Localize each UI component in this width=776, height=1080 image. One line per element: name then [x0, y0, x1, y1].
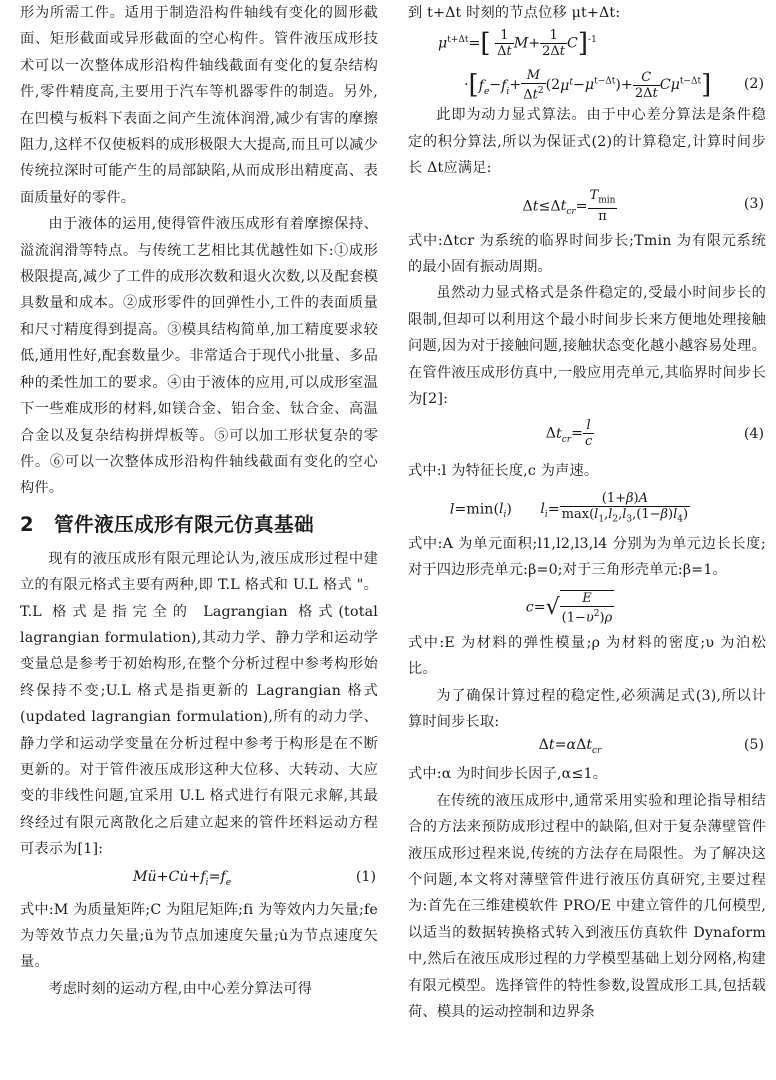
left-column — [20, 0, 378, 1002]
equation-4-body: $\Delta t_{cr}=$ $\frac{l}{c}$ — [545, 418, 593, 450]
equation-2-line2: $\cdot[f_e-f_i+$ $\frac{M}{\Delta t^2}$ $(2\mu^t-\mu^{t-\Delta t})+$ $\frac{C}{2\Delta t}$ $C\mu^{t-\Delta t}$] — [464, 68, 712, 103]
equation-number: (3) — [743, 195, 764, 212]
paragraph: 形为所需工件。适用于制造沿构件轴线有变化的圆形截面、矩形截面或异形截面的空心构件。管件液压成形技术可以一次整体成形沿构件轴线截面有变化的复杂结构件,零件精度高,主要用于汽车等机器零件的制造。另外,在凹模与板料下表面之间产生流体润滑,减少有害的摩擦阻力,这样不仅使板料的成形极限大大提高,而且可以减少传统拉深时可能产生的局部缺陷,从而成形出精度高、表面质量好的零件。 — [20, 5, 378, 206]
equation-3 — [408, 182, 766, 228]
equation-2 — [408, 26, 766, 102]
equation-sound-speed-body: c=√ $\frac{E}{(1-\upsilon^2)\rho}$ — [525, 590, 613, 626]
equation-sound-speed — [408, 584, 766, 630]
paragraph: 式中:E 为材料的弹性模量;ρ 为材料的密度;υ 为泊松比。 — [408, 634, 766, 678]
paragraph: 在传统的液压成形中,通常采用实验和理论指导相结合的方法来预防成形过程中的缺陷,但对于复杂薄壁管件液压成形过程来说,传统的方法存在局限性。为了解决这个问题,本文将对薄壁管件进行液压仿真研究,主要过程为:首先在三维建模软件 PRO/E 中建立管件的几何模型,以适当的数据转换格式转入到液压仿真软件 Dynaform 中,然后在液压成形过程的力学模型基础上划分网格,构建有限元模型。选择管件的特性参数,设置成形工具,包括载荷、模具的运动控制和边界条 — [408, 792, 766, 1020]
equation-2-line1: $\mu^{t+\Delta t}=$[ $\frac{1}{\Delta t}$ M+ $\frac{1}{2\Delta t}$ C]$^{-1}$ — [438, 28, 597, 60]
paragraph: 由于液体的运用,使得管件液压成形有着摩擦保持、溢流润滑等特点。与传统工艺相比其优越性如下:①成形极限提高,减少了工件的成形次数和退火次数,以及配套模具数量和成本。②成形零件的回弹性小,工件的表面质量和尺寸精度得到提高。③模具结构简单,加工精度要求较低,通用性好,配套数量少。非常适合于现代小批量、多品种的柔性加工的要求。④由于液体的应用,可以成形室温下一些难成形的材料,如镁合金、铝合金、钛合金、高温合金以及复杂结构拼焊板等。⑤可以加工形状复杂的零件。⑥可以一次整体成形沿构件轴线截面有变化的空心构件。 — [20, 216, 378, 497]
equation-5-body: Δt=αΔt$_{cr}$ — [538, 737, 602, 757]
paragraph: 式中:α 为时间步长因子,α≤1。 — [408, 766, 608, 783]
equation-element-length-body: $l=\min(l_i)$ $l_i=$ $\frac{(1+\beta)A}{\max(l_1,l_2,l_3,(1-\beta)l_4)}$ — [449, 490, 689, 525]
paragraph: 为了确保计算过程的稳定性,必须满足式(3),所以计算时间步长取: — [408, 687, 766, 730]
paragraph: 式中:l 为特征长度,c 为声速。 — [408, 463, 599, 480]
section-heading: 2 管件液压成形有限元仿真基础 — [20, 512, 315, 536]
right-column — [408, 0, 766, 1025]
paragraph: 式中:M 为质量矩阵;C 为阻尼矩阵;fi 为等效内力矢量;fe 为等效节点力矢量;ü为节点加速度矢量;u̇为节点速度矢量。 — [20, 901, 378, 971]
equation-3-body: $\Delta t\le\Delta t_{cr}=$ $\frac{T_{min}}{\pi}$ — [522, 187, 616, 225]
paragraph: 虽然动力显式格式是条件稳定的,受最小时间步长的限制,但却可以利用这个最小时间步长来方便地处理接触问题,因为对于接触问题,接触状态变化越小越容易处理。在管件液压成形仿真中,一般应用壳单元,其临界时间步长为[2]: — [408, 285, 766, 408]
equation-number: (5) — [743, 737, 764, 754]
equation-element-length — [408, 485, 766, 531]
equation-4 — [408, 412, 766, 458]
equation-1-body: $Mü+Cu̇+f_i=f_e$ — [132, 868, 232, 888]
equation-5 — [408, 735, 766, 761]
paragraph: 式中:A 为单元面积;l1,l2,l3,l4 分别为为单元边长长度;对于四边形壳单元:β=0;对于三角形壳单元:β=1。 — [408, 535, 766, 579]
paragraph: 此即为动力显式算法。由于中心差分算法是条件稳定的积分算法,所以为保证式(2)的计算稳定,计算时间步长 Δt应满足: — [408, 107, 766, 177]
equation-number: (1) — [355, 868, 376, 885]
paragraph: 考虑时刻的运动方程,由中心差分算法可得 — [48, 980, 313, 997]
paragraph: 现有的液压成形有限元理论认为,液压成形过程中建立的有限元格式主要有两种,即 T.L 格式和 U.L 格式 "。T.L 格式是指完全的 Lagrangian 格式(total lagrangian formulation),其动力学、静力学和运动学变量总是参考于初始构形,在整个分析过程中参考构形始终保持不变;U.L 格式是指更新的 Lagrangian 格式(updated lagrangian formulation),所有的动力学、静力学和运动学变量在分析过程中参考于构形是在不断更新的。对于管件液压成形这种大位移、大转动、大应变的非线性问题,宜采用 U.L 格式进行有限元求解,其最终经过有限元离散化之后建立起来的管件坯料运动方程可表示为[1]: — [20, 550, 378, 858]
paragraph: 式中:Δtcr 为系统的临界时间步长;Tmin 为有限元系统的最小固有振动周期。 — [408, 232, 766, 276]
equation-1 — [20, 863, 378, 897]
equation-number: (4) — [743, 426, 764, 443]
paragraph: 到 t+Δt 时刻的节点位移 μt+Δt: — [408, 5, 621, 21]
equation-number: (2) — [743, 76, 764, 93]
